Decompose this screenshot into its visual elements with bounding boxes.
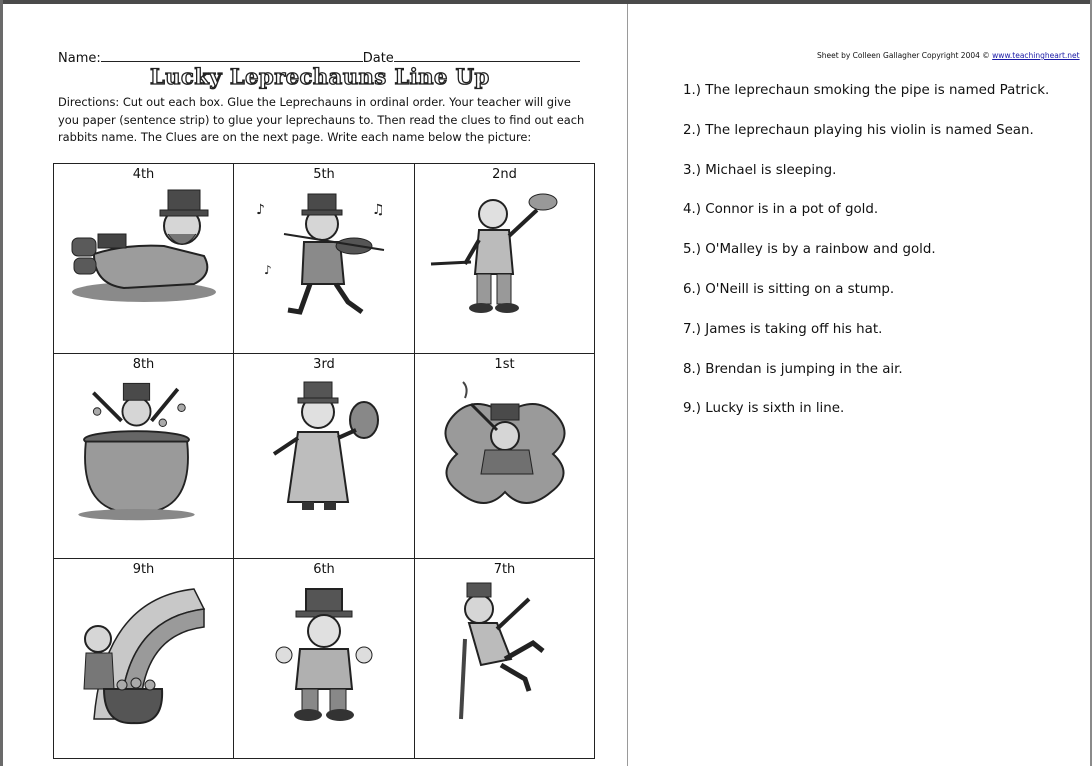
grid-cell: [234, 164, 415, 354]
grid-cell: [415, 559, 594, 758]
standing-leprechaun-picture: [244, 579, 404, 729]
clue-item: 6.) O'Neill is sitting on a stump.: [683, 281, 895, 297]
ordinal-label: 5th: [313, 167, 335, 182]
clue-item: 7.) James is taking off his hat.: [683, 321, 883, 337]
clue-item: 4.) Connor is in a pot of gold.: [683, 202, 879, 218]
clue-item: 2.) The leprechaun playing his violin is named Sean.: [683, 122, 1034, 138]
pot-of-gold-leprechaun-picture: [64, 374, 224, 524]
clue-item: 8.) Brendan is jumping in the air.: [683, 361, 903, 377]
worksheet-title: Lucky Leprechauns Line Up: [150, 64, 490, 89]
grid-cell: [54, 559, 234, 758]
grid-cell: [234, 559, 415, 758]
tambourine-leprechaun-picture: [244, 374, 404, 524]
hat-tipping-leprechaun-picture: [425, 184, 585, 334]
clue-item: 5.) O'Malley is by a rainbow and gold.: [683, 242, 936, 258]
ordinal-label: 2nd: [492, 167, 517, 182]
pipe-smoking-leprechaun-picture: [425, 374, 585, 524]
leprechaun-grid: [53, 163, 595, 759]
clue-list: [683, 81, 1049, 439]
violin-leprechaun-picture: [244, 184, 404, 334]
name-blank: [101, 49, 363, 62]
ordinal-label: 3rd: [313, 357, 335, 372]
ordinal-label: 6th: [313, 562, 335, 577]
directions-text: Directions: Cut out each box. Glue the Leprechauns in ordinal order. Your teacher will give you paper (sentence strip) to glue your leprechauns to. Then read the clues to find out each rabbits name. The Clues are on the next page. Write each name below the picture:: [58, 95, 585, 144]
ordinal-label: 1st: [494, 357, 515, 372]
window-left-border: [0, 0, 3, 766]
ordinal-label: 7th: [493, 562, 516, 577]
credit-link[interactable]: www.teachingheart.net: [992, 51, 1080, 60]
date-label: Date: [362, 51, 394, 66]
jumping-leprechaun-picture: [425, 579, 585, 729]
grid-cell: [54, 354, 234, 559]
ordinal-label: 9th: [132, 562, 155, 577]
rainbow-leprechaun-picture: [64, 579, 224, 729]
name-label: Name:: [58, 51, 101, 66]
grid-cell: [234, 354, 415, 559]
svg-text:♪: ♪: [264, 263, 272, 277]
grid-cell: [415, 354, 594, 559]
svg-text:♪: ♪: [256, 202, 265, 218]
date-blank: [394, 49, 580, 62]
svg-text:♫: ♫: [372, 202, 385, 218]
ordinal-label: 4th: [132, 167, 155, 182]
credit-text: Sheet by Colleen Gallagher Copyright 2004 ©: [817, 51, 990, 60]
clue-item: 9.) Lucky is sixth in line.: [683, 401, 845, 417]
page-divider: [627, 4, 628, 766]
sleeping-leprechaun-picture: [64, 184, 224, 334]
clue-item: 3.) Michael is sleeping.: [683, 162, 837, 178]
grid-cell: [415, 164, 594, 354]
copyright-credit: [817, 51, 1080, 60]
window-top-border: [0, 0, 1092, 4]
grid-cell: [54, 164, 234, 354]
ordinal-label: 8th: [132, 357, 155, 372]
clue-item: 1.) The leprechaun smoking the pipe is named Patrick.: [683, 83, 1050, 98]
